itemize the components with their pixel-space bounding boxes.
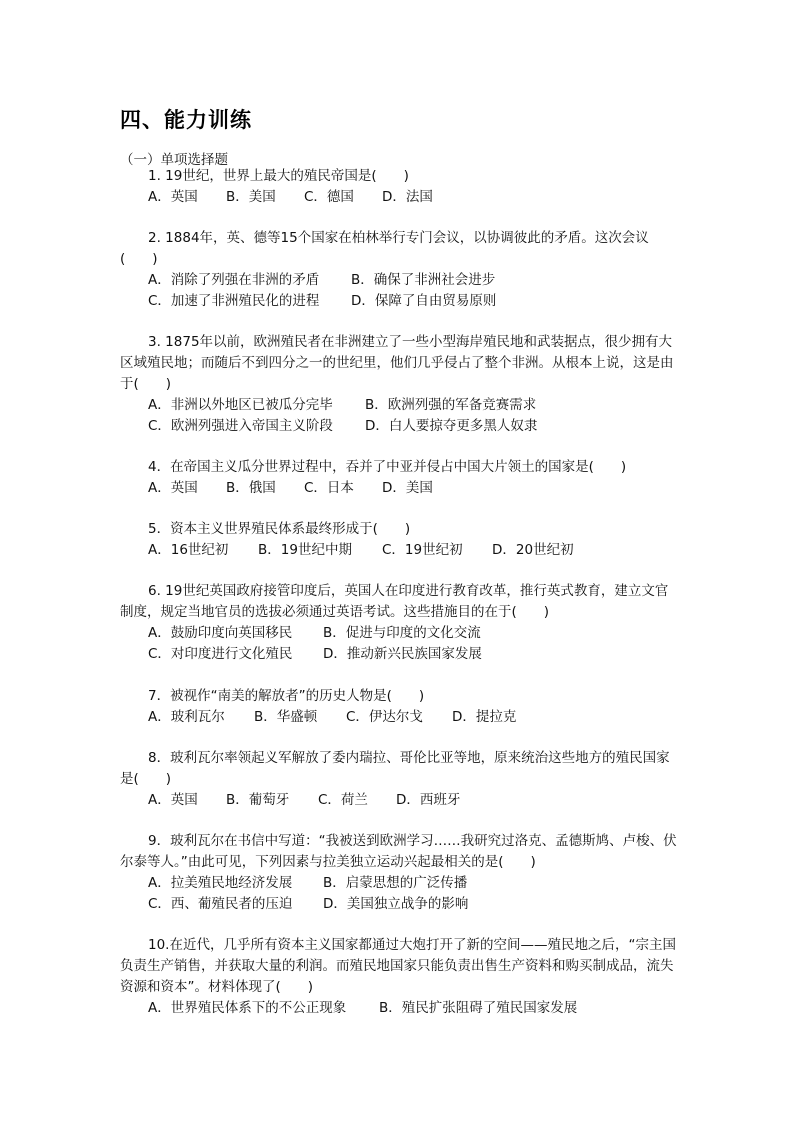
question-stem: 10.在近代，几乎所有资本主义国家都通过大炮打开了新的空间——殖民地之后，“宗主国负责生产销售，并获取大量的利润。而殖民地国家只能负责出售生产资料和购买制成品，流失资源和资本”。材料体现了( ): [120, 937, 676, 995]
options: [120, 790, 680, 811]
question-stem: 9．玻利瓦尔在书信中写道：“我被送到欧洲学习……我研究过洛克、孟德斯鸠、卢梭、伏尔泰等人。”由此可见，下列因素与拉美独立运动兴起最相关的是( ): [120, 833, 677, 870]
option-a[interactable]: A．拉美殖民地经济发展: [148, 875, 293, 891]
options: [120, 395, 680, 437]
question-stem: 5．资本主义世界殖民体系最终形成于( ): [148, 521, 411, 537]
option-b[interactable]: B．殖民扩张阻碍了殖民国家发展: [379, 1000, 578, 1016]
option-a[interactable]: A．玻利瓦尔: [148, 709, 225, 725]
option-c[interactable]: C．德国: [304, 189, 354, 205]
question-stem: 1. 19世纪，世界上最大的殖民帝国是( ): [148, 168, 409, 184]
option-d[interactable]: D．20世纪初: [492, 542, 574, 558]
options: [120, 540, 680, 561]
question-3: [120, 332, 680, 437]
options: [120, 478, 680, 499]
option-b[interactable]: B．葡萄牙: [226, 792, 290, 808]
option-c[interactable]: C．伊达尔戈: [346, 709, 423, 725]
options: [120, 270, 680, 312]
question-stem: 6. 19世纪英国政府接管印度后，英国人在印度进行教育改革，推行英式教育，建立文官制度，规定当地官员的选拔必须通过英语考试。这些措施目的在于( ): [120, 583, 669, 620]
option-b[interactable]: B．欧洲列强的军备竞赛需求: [365, 397, 537, 413]
option-c[interactable]: C．加速了非洲殖民化的进程: [148, 293, 320, 309]
option-c[interactable]: C．欧洲列强进入帝国主义阶段: [148, 418, 333, 434]
option-b[interactable]: B．华盛顿: [254, 709, 318, 725]
option-a[interactable]: A．消除了列强在非洲的矛盾: [148, 272, 320, 288]
question-9: [120, 831, 680, 915]
option-b[interactable]: B．美国: [226, 189, 276, 205]
question-stem: 8．玻利瓦尔率领起义军解放了委内瑞拉、哥伦比亚等地，原来统治这些地方的殖民国家是( ): [120, 750, 670, 787]
option-d[interactable]: D．推动新兴民族国家发展: [323, 646, 482, 662]
option-d[interactable]: D．保障了自由贸易原则: [351, 293, 497, 309]
option-a[interactable]: A．英国: [148, 792, 198, 808]
option-a[interactable]: A．世界殖民体系下的不公正现象: [148, 1000, 347, 1016]
options: [120, 998, 680, 1019]
option-d[interactable]: D．西班牙: [396, 792, 461, 808]
options: [120, 873, 680, 915]
option-a[interactable]: A．鼓励印度向英国移民: [148, 625, 293, 641]
option-b[interactable]: B．俄国: [226, 480, 276, 496]
option-c[interactable]: C．西、葡殖民者的压迫: [148, 896, 293, 912]
option-b[interactable]: B．促进与印度的文化交流: [323, 625, 481, 641]
question-stem: 4．在帝国主义瓜分世界过程中，吞并了中亚并侵占中国大片领土的国家是( ): [148, 459, 627, 475]
question-1: [120, 166, 680, 208]
options: [120, 623, 680, 665]
options: [120, 707, 680, 728]
option-d[interactable]: D．白人要掠夺更多黑人奴隶: [365, 418, 538, 434]
question-4: [120, 457, 680, 499]
question-2: [120, 228, 680, 312]
question-stem: 3. 1875年以前，欧洲殖民者在非洲建立了一些小型海岸殖民地和武装据点，很少拥有大区域殖民地；而随后不到四分之一的世纪里，他们几乎侵占了整个非洲。从根本上说，这是由于( ): [120, 334, 674, 392]
option-b[interactable]: B．确保了非洲社会进步: [351, 272, 496, 288]
page-title: 四、能力训练: [120, 108, 252, 132]
option-a[interactable]: A．16世纪初: [148, 542, 229, 558]
question-stem: 7．被视作“南美的解放者”的历史人物是( ): [148, 688, 425, 704]
option-a[interactable]: A．英国: [148, 480, 198, 496]
option-c[interactable]: C．日本: [304, 480, 354, 496]
question-5: [120, 519, 680, 561]
options: [120, 187, 680, 208]
option-d[interactable]: D．提拉克: [452, 709, 517, 725]
question-stem: 2. 1884年，英、德等15个国家在柏林举行专门会议，以协调彼此的矛盾。这次会议( ): [120, 230, 649, 267]
option-b[interactable]: B．启蒙思想的广泛传播: [323, 875, 468, 891]
option-c[interactable]: C．19世纪初: [382, 542, 463, 558]
option-c[interactable]: C．荷兰: [318, 792, 368, 808]
section-heading: （一）单项选择题: [120, 152, 228, 168]
question-10: [120, 935, 680, 1019]
option-c[interactable]: C．对印度进行文化殖民: [148, 646, 293, 662]
question-6: [120, 581, 680, 665]
question-7: [120, 686, 680, 728]
option-a[interactable]: A．英国: [148, 189, 198, 205]
option-d[interactable]: D．美国独立战争的影响: [323, 896, 469, 912]
option-b[interactable]: B．19世纪中期: [258, 542, 352, 558]
option-d[interactable]: D．法国: [382, 189, 433, 205]
option-a[interactable]: A．非洲以外地区已被瓜分完毕: [148, 397, 333, 413]
question-8: [120, 748, 680, 811]
option-d[interactable]: D．美国: [382, 480, 433, 496]
